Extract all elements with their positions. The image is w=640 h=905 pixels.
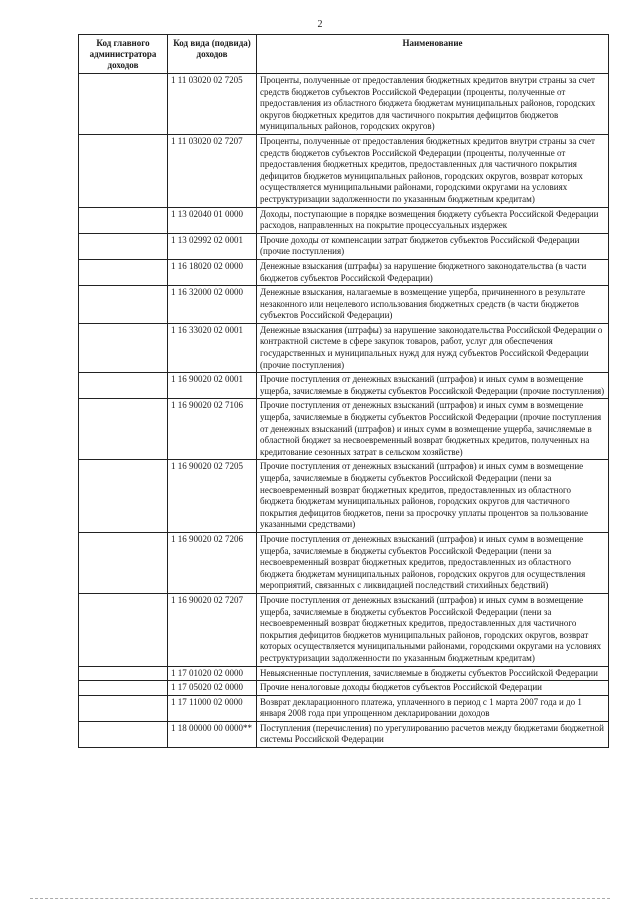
admin-code-cell bbox=[79, 681, 168, 696]
admin-code-cell bbox=[79, 286, 168, 324]
table-row bbox=[79, 666, 609, 681]
table-row bbox=[79, 259, 609, 285]
revenue-name-cell: Прочие доходы от компенсации затрат бюджетов субъектов Российской Федерации (прочие поступления) bbox=[257, 233, 609, 259]
revenue-code-cell: 1 16 33020 02 0001 bbox=[168, 323, 257, 372]
admin-code-cell bbox=[79, 460, 168, 533]
revenue-code-cell: 1 17 11000 02 0000 bbox=[168, 695, 257, 721]
revenue-name-cell: Доходы, поступающие в порядке возмещения бюджету субъекта Российской Федерации расходов, направленных на покрытие процессуальных издержек bbox=[257, 207, 609, 233]
revenue-code-cell: 1 11 03020 02 7207 bbox=[168, 134, 257, 207]
revenue-codes-table bbox=[78, 34, 609, 748]
admin-code-cell bbox=[79, 532, 168, 593]
table-row bbox=[79, 399, 609, 460]
table-row bbox=[79, 134, 609, 207]
revenue-code-cell: 1 16 32000 02 0000 bbox=[168, 286, 257, 324]
header-admin-code: Код главного администратора доходов bbox=[79, 35, 168, 74]
admin-code-cell bbox=[79, 666, 168, 681]
revenue-code-cell: 1 11 03020 02 7205 bbox=[168, 74, 257, 135]
admin-code-cell bbox=[79, 134, 168, 207]
admin-code-cell bbox=[79, 74, 168, 135]
table-row bbox=[79, 721, 609, 747]
revenue-name-cell: Прочие поступления от денежных взысканий (штрафов) и иных сумм в возмещение ущерба, зачисляемые в бюджеты субъектов Российской Федерации (пени за несвоевременный возврат бюджетных кредитов, предоставленных из областного бюджета бюджетам муниципальных районов, городских округов для осуществления мероприятий, связанных с ликвидацией последствий стихийных бедствий) bbox=[257, 532, 609, 593]
admin-code-cell bbox=[79, 593, 168, 666]
revenue-code-cell: 1 13 02040 01 0000 bbox=[168, 207, 257, 233]
revenue-code-cell: 1 16 90020 02 7206 bbox=[168, 532, 257, 593]
table-row bbox=[79, 460, 609, 533]
revenue-code-cell: 1 17 01020 02 0000 bbox=[168, 666, 257, 681]
revenue-name-cell: Прочие неналоговые доходы бюджетов субъектов Российской Федерации bbox=[257, 681, 609, 696]
table-row bbox=[79, 323, 609, 372]
revenue-code-cell: 1 16 18020 02 0000 bbox=[168, 259, 257, 285]
table-row bbox=[79, 233, 609, 259]
table-row bbox=[79, 286, 609, 324]
revenue-name-cell: Проценты, полученные от предоставления бюджетных кредитов внутри страны за счет средств бюджетов субъектов Российской Федерации (проценты, полученные от предоставления из областного бюджета бюджетам муниципальных районов, городских округов бюджетных кредитов для частичного покрытия дефицитов бюджетов муниципальных районов, городских округов) bbox=[257, 74, 609, 135]
admin-code-cell bbox=[79, 399, 168, 460]
table-row bbox=[79, 207, 609, 233]
admin-code-cell bbox=[79, 259, 168, 285]
table-header-row bbox=[79, 35, 609, 74]
admin-code-cell bbox=[79, 233, 168, 259]
header-kind-code: Код вида (подвида) доходов bbox=[168, 35, 257, 74]
table-body bbox=[79, 74, 609, 748]
admin-code-cell bbox=[79, 323, 168, 372]
revenue-code-cell: 1 18 00000 00 0000** bbox=[168, 721, 257, 747]
revenue-code-cell: 1 17 05020 02 0000 bbox=[168, 681, 257, 696]
revenue-code-cell: 1 16 90020 02 7207 bbox=[168, 593, 257, 666]
revenue-name-cell: Невыясненные поступления, зачисляемые в бюджеты субъектов Российской Федерации bbox=[257, 666, 609, 681]
admin-code-cell bbox=[79, 373, 168, 399]
admin-code-cell bbox=[79, 695, 168, 721]
table-row bbox=[79, 532, 609, 593]
revenue-name-cell: Прочие поступления от денежных взысканий (штрафов) и иных сумм в возмещение ущерба, зачисляемые в бюджеты субъектов Российской Федерации (прочие поступления) bbox=[257, 373, 609, 399]
revenue-name-cell: Прочие поступления от денежных взысканий (штрафов) и иных сумм в возмещение ущерба, зачисляемые в бюджеты субъектов Российской Федерации (пени за несвоевременный возврат бюджетных кредитов, предоставленных из областного бюджета бюджетам муниципальных районов, городских округов для частичного покрытия дефицитов бюджетов, пени за просрочку уплаты процентов за пользование указанными средствами) bbox=[257, 460, 609, 533]
header-name: Наименование bbox=[257, 35, 609, 74]
revenue-code-cell: 1 16 90020 02 0001 bbox=[168, 373, 257, 399]
scan-edge-line bbox=[30, 898, 610, 900]
admin-code-cell bbox=[79, 721, 168, 747]
revenue-name-cell: Возврат декларационного платежа, уплаченного в период с 1 марта 2007 года и до 1 января 2008 года при упрощенном декларировании доходов bbox=[257, 695, 609, 721]
table-row bbox=[79, 695, 609, 721]
table-row bbox=[79, 373, 609, 399]
revenue-name-cell: Прочие поступления от денежных взысканий (штрафов) и иных сумм в возмещение ущерба, зачисляемые в бюджеты субъектов Российской Федерации (пени за несвоевременный возврат бюджетных кредитов, предоставленных для частичного покрытия дефицитов бюджетов муниципальных районов, городских округов, возврат которых осуществляется муниципальными районами, городскими округами на условиях реструктуризации задолженности по указанным бюджетным кредитам) bbox=[257, 593, 609, 666]
revenue-name-cell: Прочие поступления от денежных взысканий (штрафов) и иных сумм в возмещение ущерба, зачисляемые в бюджеты субъектов Российской Федерации (прочие поступления от денежных взысканий (штрафов) и иных сумм в возмещение ущерба, зачисляемые в областной бюджет за несвоевременный возврат бюджетных кредитов, полученных на кредитование сезонных затрат в сельском хозяйстве) bbox=[257, 399, 609, 460]
admin-code-cell bbox=[79, 207, 168, 233]
revenue-code-cell: 1 16 90020 02 7205 bbox=[168, 460, 257, 533]
revenue-name-cell: Денежные взыскания, налагаемые в возмещение ущерба, причиненного в результате незаконного или нецелевого использования бюджетных средств (в части бюджетов субъектов Российской Федерации) bbox=[257, 286, 609, 324]
page-number: 2 bbox=[317, 19, 323, 30]
revenue-name-cell: Денежные взыскания (штрафы) за нарушение бюджетного законодательства (в части бюджетов субъектов Российской Федерации) bbox=[257, 259, 609, 285]
revenue-name-cell: Проценты, полученные от предоставления бюджетных кредитов внутри страны за счет средств бюджетов субъектов Российской Федерации (проценты, полученные от предоставления бюджетных кредитов, предоставленных для частичного покрытия дефицитов бюджетов муниципальных районов, городских округов, возврат которых осуществляется муниципальными районами, городскими округами на условиях реструктуризации задолженности по указанным бюджетным кредитам) bbox=[257, 134, 609, 207]
table-row bbox=[79, 593, 609, 666]
revenue-code-cell: 1 16 90020 02 7106 bbox=[168, 399, 257, 460]
revenue-name-cell: Денежные взыскания (штрафы) за нарушение законодательства Российской Федерации о контрактной системе в сфере закупок товаров, работ, услуг для обеспечения государственных и муниципальных нужд для нужд субъектов Российской Федерации (прочие поступления) bbox=[257, 323, 609, 372]
revenue-name-cell: Поступления (перечисления) по урегулированию расчетов между бюджетами бюджетной системы Российской Федерации bbox=[257, 721, 609, 747]
table-row bbox=[79, 74, 609, 135]
table-row bbox=[79, 681, 609, 696]
revenue-code-cell: 1 13 02992 02 0001 bbox=[168, 233, 257, 259]
